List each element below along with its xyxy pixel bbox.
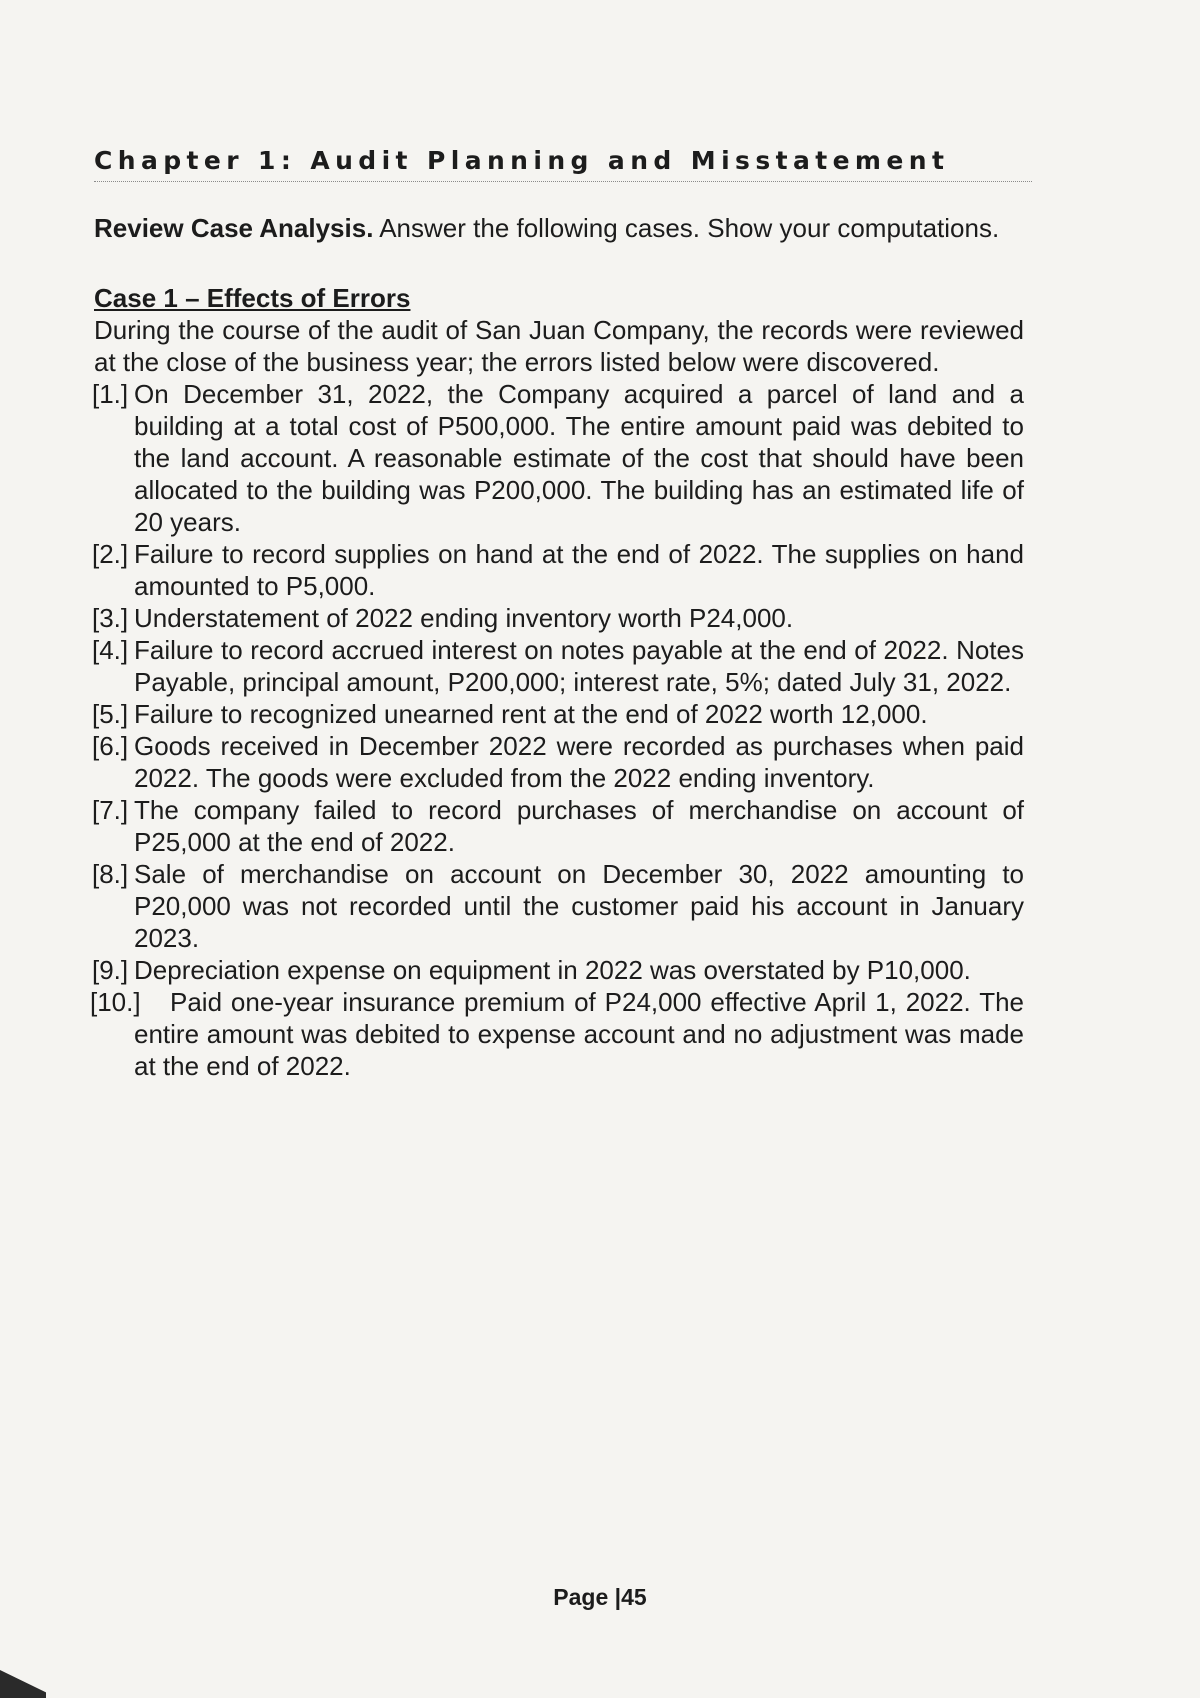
chapter-header: Chapter 1: Audit Planning and Misstatement (94, 146, 950, 175)
list-item (94, 954, 1024, 986)
list-item (94, 378, 1024, 538)
case-title: Case 1 – Effects of Errors (94, 283, 411, 313)
list-item (94, 698, 1024, 730)
list-item (94, 538, 1024, 602)
item-number: [5.] (92, 699, 129, 729)
list-item (94, 602, 1024, 634)
scan-binding-shadow (0, 1670, 46, 1698)
item-text: Sale of merchandise on account on December 30, 2022 amounting to P20,000 was not recorded until the customer paid his account in January 2023. (134, 859, 1024, 953)
instructions-text: Answer the following cases. Show your computations. (373, 213, 1000, 243)
item-text: Failure to record accrued interest on notes payable at the end of 2022. Notes Payable, principal amount, P200,000; interest rate, 5%; dated July 31, 2022. (134, 635, 1024, 697)
item-text: Understatement of 2022 ending inventory worth P24,000. (134, 603, 794, 633)
header-divider (94, 181, 1032, 182)
item-number: [1.] (92, 379, 129, 409)
item-number: [3.] (92, 603, 129, 633)
item-text: Depreciation expense on equipment in 2022 was overstated by P10,000. (134, 955, 971, 985)
item-number: [10.] (90, 987, 141, 1017)
list-item (90, 986, 1024, 1082)
item-number: [6.] (92, 731, 129, 761)
list-item (94, 730, 1024, 794)
item-text: Goods received in December 2022 were recorded as purchases when paid 2022. The goods were excluded from the 2022 ending inventory. (134, 731, 1024, 793)
item-number: [8.] (92, 859, 129, 889)
page-content (90, 212, 1024, 1082)
error-list (90, 378, 1024, 1082)
item-text: Paid one-year insurance premium of P24,000 effective April 1, 2022. The entire amount was debited to expense account and no adjustment was made at the end of 2022. (134, 987, 1024, 1081)
item-text: Failure to record supplies on hand at the end of 2022. The supplies on hand amounted to P5,000. (134, 539, 1024, 601)
list-item (94, 634, 1024, 698)
list-item (94, 794, 1024, 858)
instructions-heading: Review Case Analysis. (94, 213, 374, 243)
list-item (94, 858, 1024, 954)
item-text: On December 31, 2022, the Company acquired a parcel of land and a building at a total cost of P500,000. The entire amount paid was debited to the land account. A reasonable estimate of the cost that should have been allocated to the building was P200,000. The building has an estimated life of 20 years. (134, 379, 1024, 537)
page-number: Page |45 (553, 1584, 647, 1610)
item-number: [7.] (92, 795, 129, 825)
case-intro-paragraph: During the course of the audit of San Juan Company, the records were reviewed at the close of the business year; the errors listed below were discovered. (94, 315, 1024, 377)
instructions-paragraph (94, 212, 1024, 244)
item-number: [4.] (92, 635, 129, 665)
item-text: The company failed to record purchases of merchandise on account of P25,000 at the end of 2022. (134, 795, 1024, 857)
item-number: [2.] (92, 539, 129, 569)
item-number: [9.] (92, 955, 129, 985)
item-text: Failure to recognized unearned rent at the end of 2022 worth 12,000. (134, 699, 928, 729)
